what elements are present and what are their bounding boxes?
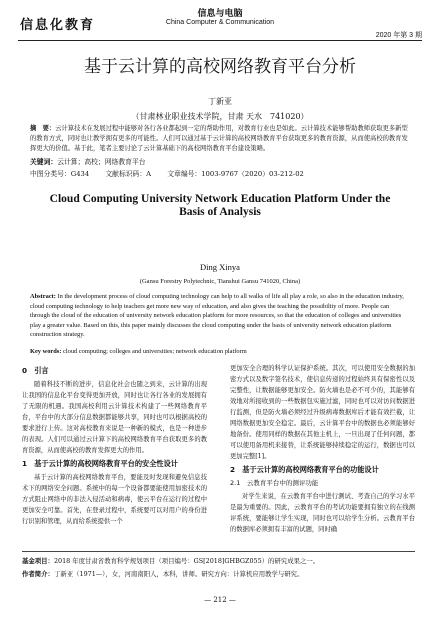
author-name: 丁新亚 — [208, 97, 232, 106]
subsection-heading: 2.1 云教育平台中的测评功能 — [230, 479, 319, 487]
abstract-label: 摘 要： — [30, 125, 56, 132]
english-abstract — [30, 292, 410, 340]
running-header — [0, 0, 440, 44]
funding-note — [22, 556, 422, 567]
funding-text: 2018 年度甘肃省教育科学规划项目（项目编号：GS[2018]GHBGZ055）的研究成果之一。 — [53, 557, 320, 565]
body-paragraph: 基于云计算的高校网络教育平台，要能及时发现和避免信息技术下的网络安全问题。系统中的每一个设备都要能使用加密技术的方式阻止网络中的非法入侵活动和病毒，使云平台在运行的过程中更加安全可靠。首先，在登录过程中，系统要可以对用户的身份进行识别和管理，从而给系统提供一个 — [22, 474, 207, 525]
keywords-label: 关键词： — [30, 158, 58, 166]
english-keywords-label: Key words: — [30, 348, 62, 355]
keywords-cn — [30, 156, 410, 166]
abstract-text: 云计算技术在发展过程中能够对各行各业都起到一定的帮助作用，对教育行业也是如此。云计算技术能够帮助教师获取更多新型的教育方式，同时也让教学拥有更多的可能性。人们可以通过基于云计算的高校网络教育平台获取更多的教育资源，从而使高校的教育发挥更大的价值。基于此，笔者主要讨论了云计算基础下的高校网络教育平台建设策略。 — [30, 125, 408, 152]
journal-section-name: 信息化教育 — [20, 18, 96, 33]
section-heading: 1 基于云计算的高校网络教育平台的安全性设计 — [22, 459, 178, 468]
body-paragraph: 随着科技不断的进步，信息化社会也随之到来，云计算的出现让我国的信息化平台变得更加开放，同时也让各行各业的发展拥有了无限的机遇。我国高校利用云计算技术构建了一些网络教育平台，平台中的大部分信息数据都能够共享，同时也可以根据高校的要求进行上传。这对高校教育来说是一种新的模式，也是一种进步的表现。人们可以通过云计算下的高校网络教育平台获取更多的教育资源，从而使高校的教育发挥更大的作用。 — [22, 381, 207, 454]
english-affiliation: (Gansu Forestry Polytechnic, Tianshui Gansu 741020, China) — [139, 278, 301, 285]
body-column-right — [230, 363, 415, 535]
english-abstract-label: Abstract: — [30, 293, 56, 300]
author-bio-note — [22, 569, 422, 580]
article-number: 文章编号：1003-9767（2020）03-212-02 — [167, 170, 304, 178]
english-author: Ding Xinya — [200, 262, 240, 272]
journal-brand-en: China Computer & Communication — [165, 19, 275, 26]
english-abstract-text: In the development process of cloud computing technology can help to all walks of life all play a role, so also in the education industry, cloud computing technology to help teachers get more new way of education, and also gives the teaching the possibility of more. People can through the cloud of the education of university network education platform for more resources, so that the education of colleges and universities play a greater value. Based on this, this paper mainly discusses the cloud computing under the basis of university network education platform construction strategy. — [30, 293, 404, 339]
body-paragraph: 对学生来说，在云教育平台中进行测试、考查自己的学习水平是最为重要的。因此，云教育平台的考试功能要拥有独立的在线测评系统，要能够让学生实现，同时也可以给学生分析。云教育平台的数据库必须拥有丰富的试题，同时确 — [230, 493, 415, 533]
issue-label: 2020 年第 3 期 — [375, 32, 422, 39]
page-number: — 212 — — [204, 596, 236, 604]
section-heading: 0 引言 — [22, 366, 49, 375]
doc-code: 文献标识码：A — [105, 170, 152, 178]
author-affiliation: （甘肃林业职业技术学院，甘肃 天水 741020） — [131, 112, 309, 121]
body-column-left — [22, 363, 207, 527]
section-heading: 2 基于云计算的高校网络教育平台的功能设计 — [230, 465, 379, 474]
abstract-cn — [30, 124, 410, 154]
classification-line — [30, 168, 410, 178]
journal-brand — [0, 6, 440, 26]
clc-number: 中图分类号：G434 — [30, 170, 90, 178]
paper-title: 基于云计算的高校网络教育平台分析 — [84, 57, 356, 77]
funding-label: 基金项目： — [22, 557, 54, 565]
journal-brand-cn: 信息与电脑 — [197, 8, 243, 18]
bio-label: 作者简介： — [22, 570, 54, 578]
footnote-rule — [22, 551, 415, 552]
english-keywords — [30, 348, 410, 355]
bio-text: 丁新亚（1971—），女，河南南阳人，本科，讲师。研究方向：计算机应用教学与研究。 — [53, 570, 304, 578]
body-paragraph: 更加安全合理的科学认证保护系统。其次，可以使用安全数据的加密方式以及数字签名技术，使信息传递的过程始终具有保密性以及完整性，让数据能够更加安全。防火墙也是必不可少的，其能够有效地对所接收到的一些数据包实施过滤，同时也可以对访问数据进行监测，但是防火墙必须经过升级病毒数据库后才能有效拦截，让网络数据更加安全稳定。最后，云计算平台中的数据也必须能够好地备份。使用同样的数据在其他主机上，一旦出现了任何问题，都可以使用备用机来接替，让系统能够持续稳定的运行，数据也可以更加完整[1]。 — [230, 365, 415, 460]
english-keywords-text: cloud computing; colleges and universities; network education platform — [61, 348, 247, 355]
keywords-text: 云计算；高校；网络教育平台 — [57, 158, 146, 166]
english-title: Cloud Computing University Network Education Platform Under the Basis of Analysis — [49, 193, 391, 218]
header-rule — [18, 40, 422, 41]
